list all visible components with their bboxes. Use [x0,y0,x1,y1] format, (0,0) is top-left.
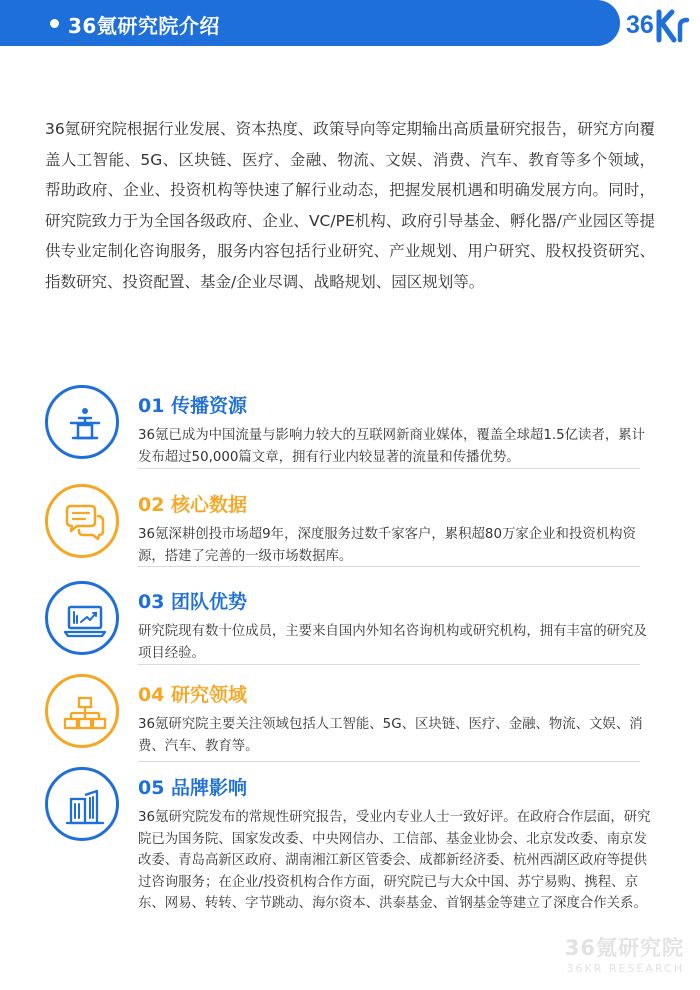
item-description: 36氪已成为中国流量与影响力较大的互联网新商业媒体，覆盖全球超1.5亿读者，累计发布超过50,000篇文章，拥有行业内较显著的流量和传播优势。 [138,428,646,465]
item-description: 36氪研究院发布的常规性研究报告，受业内专业人士一致好评。在政府合作层面，研究院已为国务院、国家发改委、中央网信办、工信部、基金业协会、北京发改委、南京发改委、青岛高新区政府、湖南湘江新区管委会、成都新经济委、杭州西湖区政府等提供过咨询服务；在企业/投资机构合作方面，研究院已与大众中国、苏宁易购、携程、京东、网易、转转、字节跳动、海尔资本、洪泰基金、首钢基金等建立了深度合作关系。 [138,810,651,911]
buildings-icon [45,767,119,841]
laptop-chart-icon [45,581,119,655]
item-title: 02 核心数据 [138,494,248,516]
footer-brand-cn: 36氪研究院 [564,936,684,960]
divider [138,761,640,762]
item-description: 36氪深耕创投市场超9年，深度服务过数千家客户，累积超80万家企业和投资机构资源，搭建了完善的一级市场数据库。 [138,527,636,564]
divider [138,566,640,567]
divider [138,664,640,665]
divider [138,468,640,469]
svg-text:36: 36 [626,11,654,39]
header-bar [0,0,620,46]
footer-brand [565,932,684,975]
chat-bubbles-icon [45,484,119,558]
intro-paragraph: 36氪研究院根据行业发展、资本热度、政策导向等定期输出高质量研究报告，研究方向覆盖人工智能、5G、区块链、医疗、金融、物流、文娱、消费、汽车、教育等多个领域，帮助政府、企业、投资机构等快速了解行业动态，把握发展机遇和明确发展方向。同时，研究院致力于为全国各级政府、企业、VC/PE机构、政府引导基金、孵化器/产业园区等提供专业定制化咨询服务，服务内容包括行业研究、产业规划、用户研究、股权投资研究、指数研究、投资配置、基金/企业尽调、战略规划、园区规划等。 [45,120,655,291]
item-title: 01 传播资源 [138,395,248,417]
item-title: 04 研究领域 [138,684,248,706]
podium-speaker-icon [45,385,119,459]
item-title: 03 团队优势 [138,591,248,613]
header [0,0,700,46]
page-title: 36氪研究院介绍 [68,14,220,38]
footer-brand-en: 36KR RESEARCH [566,962,684,975]
org-chart-icon [45,674,119,748]
item-description: 36氪研究院主要关注领域包括人工智能、5G、区块链、医疗、金融、物流、文娱、消费、汽车、教育等。 [138,717,643,754]
item-description: 研究院现有数十位成员，主要来自国内外知名咨询机构或研究机构，拥有丰富的研究及项目经验。 [138,624,647,661]
item-title: 05 品牌影响 [138,777,248,799]
brand-logo [626,6,696,44]
bullet-dot-icon [50,19,59,28]
